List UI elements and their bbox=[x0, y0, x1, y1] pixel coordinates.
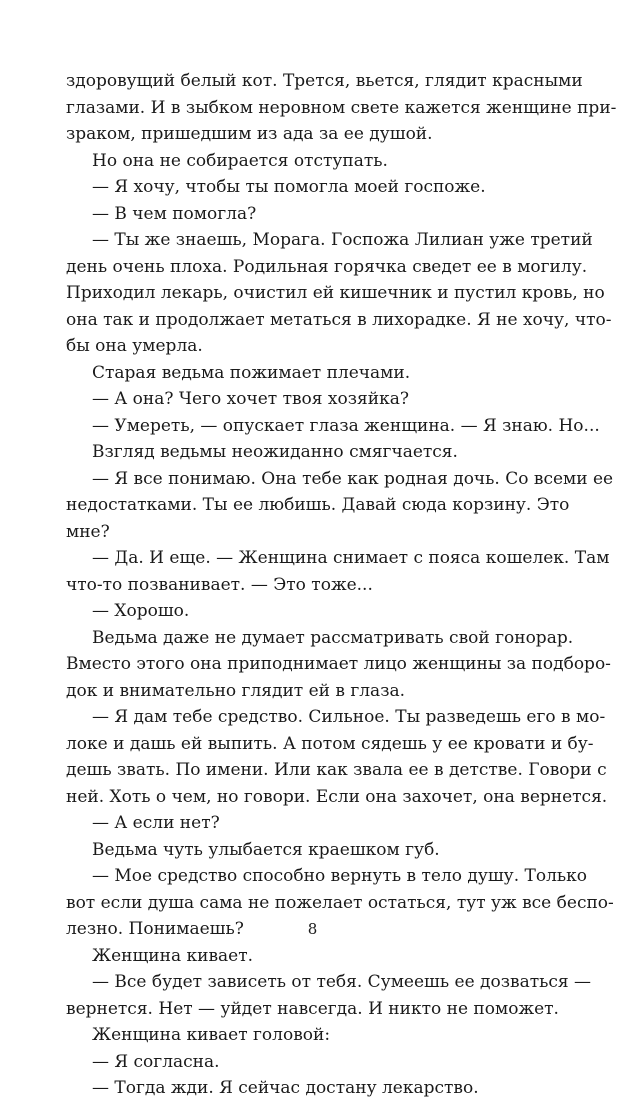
text-line: — Я дам тебе средство. Сильное. Ты разведешь его в мо- bbox=[92, 707, 606, 727]
text-line: Но она не собирается отступать. bbox=[92, 150, 388, 171]
text-line: — Умереть, — опускает глаза женщина. — Я знаю. Но... bbox=[92, 415, 600, 436]
text-line: день очень плоха. Родильная горячка сведет ее в могилу. bbox=[66, 256, 588, 277]
text-line: — Мое средство способно вернуть в тело душу. Только bbox=[92, 866, 587, 886]
text-line: — Я согласна. bbox=[92, 1051, 220, 1072]
text-line: Вместо этого она приподнимает лицо женщины за подборо- bbox=[66, 654, 611, 674]
text-line: — Все будет зависеть от тебя. Сумеешь ее дозваться — bbox=[92, 972, 592, 992]
text-line: Взгляд ведьмы неожиданно смягчается. bbox=[92, 442, 458, 462]
page-number: 8 bbox=[307, 920, 318, 938]
text-line: док и внимательно глядит ей в глаза. bbox=[66, 680, 406, 701]
text-line: Женщина кивает. bbox=[92, 945, 254, 966]
text-line: вот если душа сама не пожелает остаться, тут уж все беспо- bbox=[66, 892, 614, 913]
text-line: — Я все понимаю. Она тебе как родная дочь. Со всеми ее bbox=[92, 468, 614, 489]
text-line: здоровущий белый кот. Трется, вьется, глядит красными bbox=[66, 71, 583, 91]
text-line: Женщина кивает головой: bbox=[92, 1025, 331, 1045]
text-line: ней. Хоть о чем, но говори. Если она захочет, она вернется. bbox=[66, 786, 608, 807]
text-line: бы она умерла. bbox=[66, 336, 203, 356]
text-line: Приходил лекарь, очистил ей кишечник и пустил кровь, но bbox=[66, 283, 605, 303]
text-line: лезно. Понимаешь? bbox=[66, 919, 244, 939]
text-line: локе и дашь ей выпить. А потом сядешь у ее кровати и бу- bbox=[66, 733, 594, 754]
text-line: — В чем помогла? bbox=[92, 203, 257, 224]
text-line: недостатками. Ты ее любишь. Давай сюда корзину. Это bbox=[66, 495, 570, 515]
text-line: вернется. Нет — уйдет навсегда. И никто не поможет. bbox=[66, 998, 559, 1019]
text-line: Ведьма даже не думает рассматривать свой гонорар. bbox=[92, 627, 574, 648]
text-line: что-то позванивает. — Это тоже... bbox=[66, 574, 373, 595]
text-line: — Тогда жди. Я сейчас достану лекарство. bbox=[92, 1078, 479, 1098]
text-line: глазами. И в зыбком неровном свете кажется женщине при- bbox=[66, 97, 617, 118]
text-line: — Хорошо. bbox=[92, 601, 190, 621]
text-line: Старая ведьма пожимает плечами. bbox=[92, 362, 411, 383]
text-line: мне? bbox=[66, 521, 110, 542]
text-line: зраком, пришедшим из ада за ее душой. bbox=[66, 124, 433, 144]
text-line: — Да. И еще. — Женщина снимает с пояса кошелек. Там bbox=[92, 548, 610, 568]
text-line: — А если нет? bbox=[92, 813, 220, 833]
text-line: — Ты же знаешь, Морага. Госпожа Лилиан уже третий bbox=[92, 230, 593, 250]
text-line: она так и продолжает метаться в лихорадке. Я не хочу, что- bbox=[66, 309, 612, 330]
text-line: Ведьма чуть улыбается краешком губ. bbox=[92, 839, 440, 860]
text-line: — Я хочу, чтобы ты помогла моей госпоже. bbox=[92, 177, 486, 197]
text-line: дешь звать. По имени. Или как звала ее в детстве. Говори с bbox=[66, 760, 607, 780]
text-line: — А она? Чего хочет твоя хозяйка? bbox=[92, 389, 409, 409]
page-body bbox=[66, 68, 617, 1102]
